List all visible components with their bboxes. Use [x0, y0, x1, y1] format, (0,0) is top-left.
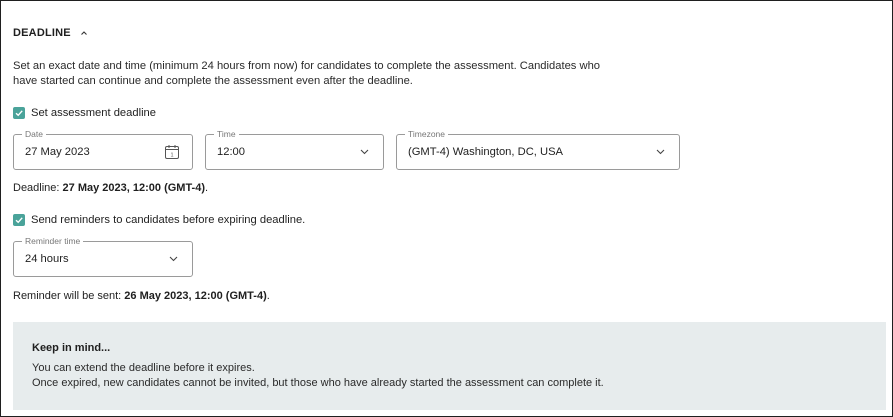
reminder-summary-prefix: Reminder will be sent:	[13, 290, 125, 302]
check-icon	[14, 108, 24, 118]
note-title: Keep in mind...	[32, 342, 111, 354]
chevron-up-icon	[79, 28, 89, 38]
reminder-field-value: 24 hours	[25, 253, 69, 265]
timezone-field-label: Timezone	[405, 128, 448, 140]
note-line: You can extend the deadline before it expires.	[32, 362, 255, 374]
deadline-summary-suffix: .	[205, 182, 209, 194]
time-field-label: Time	[214, 128, 239, 140]
deadline-summary	[13, 182, 208, 194]
chevron-down-icon	[169, 256, 178, 262]
time-select[interactable]	[205, 129, 384, 170]
date-field-label: Date	[22, 128, 46, 140]
reminder-field-label: Reminder time	[22, 235, 83, 247]
section-description: Set an exact date and time (minimum 24 hours from now) for candidates to complete the assessment. Candidates who have started can continue and complete the assessment even after the deadline.	[13, 60, 601, 87]
chevron-down-icon	[656, 149, 665, 155]
check-icon	[14, 215, 24, 225]
set-deadline-label: Set assessment deadline	[31, 107, 157, 119]
deadline-summary-prefix: Deadline:	[13, 182, 63, 194]
send-reminders-checkbox[interactable]	[13, 214, 25, 226]
keep-in-mind-note	[13, 322, 886, 410]
reminder-summary	[13, 290, 270, 302]
send-reminders-checkbox-row[interactable]	[13, 214, 305, 226]
reminder-summary-value: 26 May 2023, 12:00 (GMT-4)	[124, 290, 267, 302]
set-deadline-checkbox-row[interactable]	[13, 107, 156, 119]
set-deadline-checkbox[interactable]	[13, 107, 25, 119]
chevron-down-icon	[360, 149, 369, 155]
send-reminders-label: Send reminders to candidates before expiring deadline.	[31, 214, 306, 226]
time-field-value: 12:00	[217, 146, 245, 158]
calendar-icon[interactable]	[164, 144, 180, 160]
date-field-value: 27 May 2023	[25, 146, 90, 158]
timezone-field-value: (GMT-4) Washington, DC, USA	[408, 146, 564, 158]
note-line: Once expired, new candidates cannot be invited, but those who have already started the assessment can complete it.	[32, 377, 604, 389]
date-field[interactable]	[13, 129, 193, 170]
section-title: DEADLINE	[13, 27, 71, 39]
deadline-section-toggle[interactable]	[13, 27, 89, 39]
reminder-summary-suffix: .	[266, 290, 270, 302]
reminder-time-select[interactable]	[13, 236, 193, 277]
svg-text:1: 1	[170, 152, 174, 159]
timezone-select[interactable]	[396, 129, 680, 170]
deadline-summary-value: 27 May 2023, 12:00 (GMT-4)	[62, 182, 206, 194]
